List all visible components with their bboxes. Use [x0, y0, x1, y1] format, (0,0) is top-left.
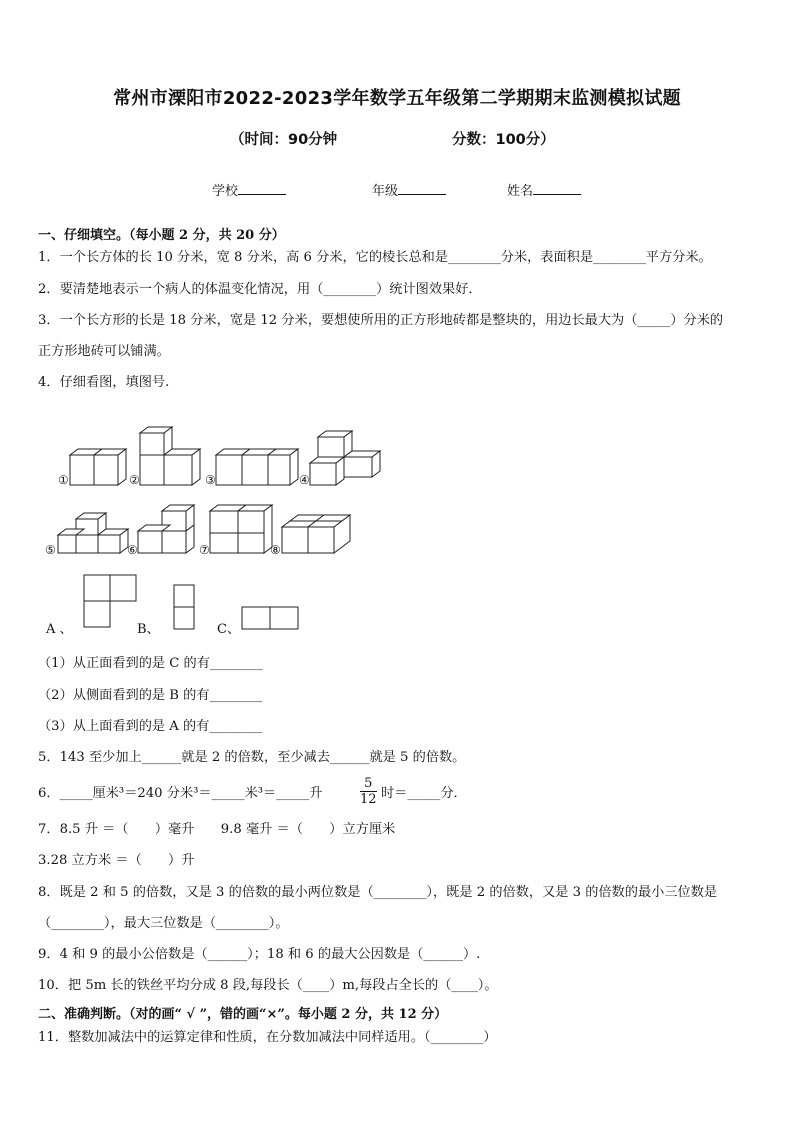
question-3-line2: 正方形地砖可以铺满。 — [38, 344, 170, 359]
figure-5 — [58, 513, 128, 553]
option-c-label: C、 — [217, 622, 240, 637]
question-6-part-a: 6．_____厘米³＝240 分米³＝_____米³＝_____升 — [38, 786, 323, 801]
figure-label-3: ③ — [205, 473, 216, 487]
question-2: 2．要清楚地表示一个病人的体温变化情况，用（________）统计图效果好． — [38, 282, 482, 297]
option-a-label: A 、 — [46, 622, 73, 637]
figure-1 — [70, 449, 126, 485]
figure-label-4: ④ — [299, 473, 310, 487]
figure-3 — [216, 449, 298, 485]
figure-label-6: ⑥ — [127, 543, 138, 557]
question-7-line1: 7．8.5 升 ＝（ ）毫升 9.8 毫升 ＝（ ）立方厘米 — [38, 822, 396, 837]
school-label: 学校 — [212, 184, 239, 199]
figure-label-8: ⑧ — [270, 543, 281, 557]
figure-label-2: ② — [129, 473, 140, 487]
question-6-fraction — [360, 776, 377, 807]
name-field — [507, 180, 581, 199]
question-4: 4．仔细看图，填图号. — [38, 375, 170, 390]
figure-label-7: ⑦ — [199, 543, 210, 557]
exam-score: 分数：100分） — [452, 132, 555, 148]
school-field — [212, 180, 286, 199]
fraction-numerator: 5 — [360, 776, 377, 792]
figure-4 — [310, 431, 380, 485]
option-b-shape — [174, 585, 194, 629]
figure-label-1: ① — [58, 473, 69, 487]
option-b-label: B、 — [137, 622, 160, 637]
question-8-line2: （________），最大三位数是（________）。 — [38, 916, 289, 931]
question-8-line1: 8．既是 2 和 5 的倍数，又是 3 的倍数的最小两位数是（________），既是 2 的倍数，又是 3 的倍数的最小三位数是 — [38, 885, 718, 900]
figure-2 — [140, 427, 200, 485]
page-title: 常州市溧阳市2022-2023学年数学五年级第二学期期末监测模拟试题 — [113, 88, 681, 109]
figure-8 — [282, 515, 350, 553]
figure-label-5: ⑤ — [45, 543, 56, 557]
cube-figures — [40, 425, 400, 645]
question-5: 5．143 至少加上______就是 2 的倍数，至少减去______就是 5 的倍数。 — [38, 750, 466, 765]
grade-blank[interactable] — [398, 182, 446, 195]
question-4-part-3: （3）从上面看到的是 A 的有________ — [38, 719, 263, 734]
question-11: 11．整数加减法中的运算定律和性质，在分数加减法中同样适用。（________） — [38, 1030, 497, 1045]
question-10: 10．把 5m 长的铁丝平均分成 8 段,每段长（____）m,每段占全长的（____）。 — [38, 978, 498, 993]
question-3-line1: 3．一个长方形的长是 18 分米，宽是 12 分米，要想使所用的正方形地砖都是整块的，用边长最大为（_____）分米的 — [38, 313, 724, 328]
grade-label: 年级 — [372, 184, 399, 199]
section-1-heading: 一、仔细填空。（每小题 2 分，共 20 分） — [38, 228, 285, 243]
option-a-shape — [84, 575, 136, 627]
question-4-part-1: （1）从正面看到的是 C 的有________ — [38, 656, 263, 671]
figure-7 — [210, 505, 272, 553]
question-6-part-b: 时＝_____分． — [381, 786, 467, 801]
name-label: 姓名 — [507, 184, 534, 199]
question-9: 9．4 和 9 的最小公倍数是（______）；18 和 6 的最大公因数是（______）. — [38, 947, 481, 962]
grade-field — [372, 180, 446, 199]
figure-6 — [138, 505, 194, 553]
section-2-heading: 二、准确判断。（对的画“ √ ”，错的画“×”。每小题 2 分，共 12 分） — [38, 1007, 448, 1022]
question-4-part-2: （2）从侧面看到的是 B 的有________ — [38, 688, 263, 703]
question-7-line2: 3.28 立方米 ＝（ ）升 — [38, 853, 195, 868]
school-blank[interactable] — [238, 182, 286, 195]
fraction-denominator: 12 — [360, 792, 377, 807]
question-1: 1．一个长方体的长 10 分米，宽 8 分米，高 6 分米，它的棱长总和是________分米，表面积是________平方分米。 — [38, 250, 712, 265]
exam-time: （时间：90分钟 — [230, 132, 338, 148]
name-blank[interactable] — [533, 182, 581, 195]
option-c-shape — [242, 607, 298, 629]
